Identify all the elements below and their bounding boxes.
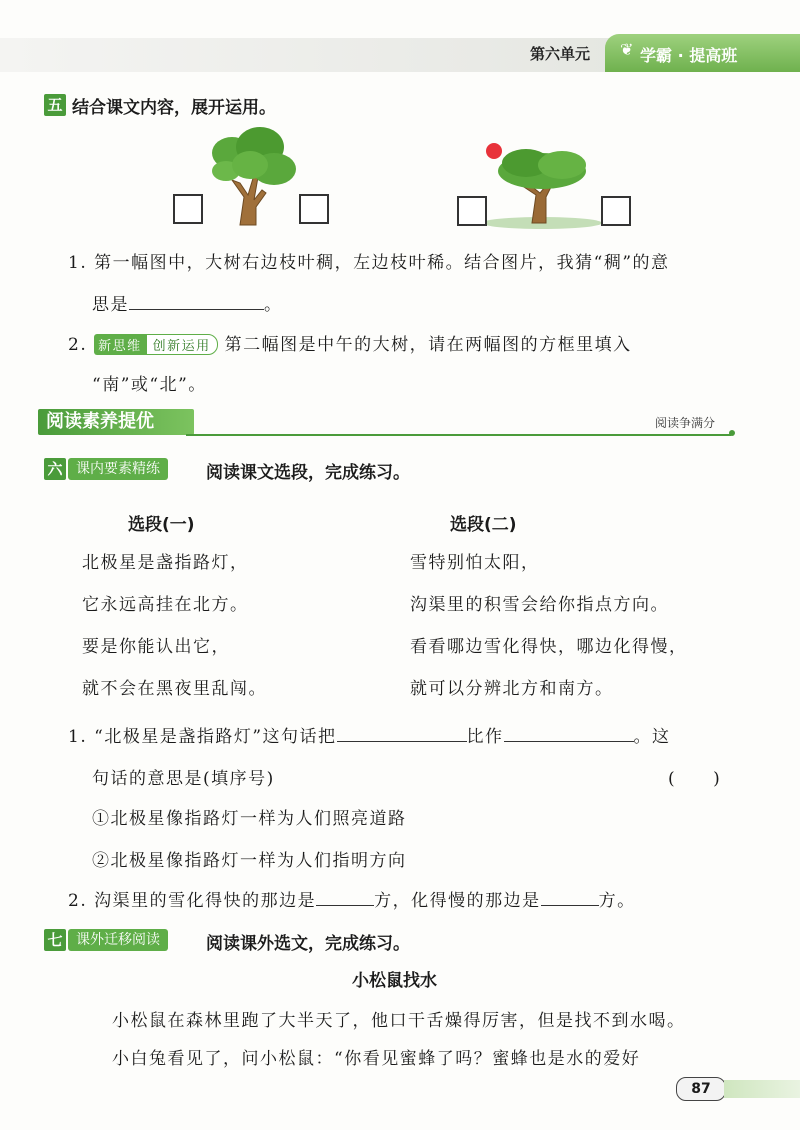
s5-q2-num: 2. [68,335,88,355]
section-7-number: 七 [44,929,66,951]
s5-q2-text: 第二幅图是中午的大树，请在两幅图的方框里填入 [224,335,632,355]
passage-1-line: 它永远高挂在北方。 [82,595,249,615]
section-6-number: 六 [44,458,66,480]
s6-q1-text-c: 。这 [633,727,671,747]
innovation-tag: 创新运用 [146,334,218,355]
section-6-title: 阅读课文选段，完成练习。 [206,463,410,483]
brand-label: 学霸 · 提高班 [640,46,738,65]
section-5-title: 结合课文内容，展开运用。 [72,98,276,118]
s6-q2-text-c: 方。 [598,891,636,911]
page-number-bar [724,1080,800,1098]
answer-blank[interactable] [504,723,634,742]
s5-q1-line1: 1. 第一幅图中，大树右边枝叶稠，左边枝叶稀。结合图片，我猜“稠”的意 [68,253,670,273]
s5-q1-end: 。 [264,295,283,315]
unit-label: 第六单元 [530,45,591,63]
section-7-tag: 课外迁移阅读 [68,929,168,951]
section-7-title: 阅读课外选文，完成练习。 [206,934,410,954]
answer-blank[interactable] [129,291,264,310]
leaf-icon: ❦ [620,40,634,59]
section-6-tag: 课内要素精练 [68,458,168,480]
s6-q1-line2: 句话的意思是(填序号) [92,769,275,789]
passage-2-line: 沟渠里的积雪会给你指点方向。 [410,595,669,615]
banner-dot [729,430,735,436]
answer-blank[interactable] [316,887,374,906]
s6-q2-text-b: 方，化得慢的那边是 [374,891,541,911]
s6-q2-line [68,886,636,911]
story-paragraph: 小松鼠在森林里跑了大半天了，他口干舌燥得厉害，但是找不到水喝。 [112,1011,686,1031]
s5-q2-line2: “南”或“北”。 [92,375,207,395]
passage-1-line: 就不会在黑夜里乱闯。 [82,679,267,699]
reading-banner: 阅读素养提优 [38,409,194,435]
answer-blank[interactable] [337,723,467,742]
s6-q1-text-a: 1. “北极星是盏指路灯”这句话把 [68,727,337,747]
passage-2-line: 雪特别怕太阳， [410,553,540,573]
passage-2-title: 选段(二) [450,515,517,535]
sun-icon [486,143,502,159]
option-2: ②北极星像指路灯一样为人们指明方向 [92,851,407,871]
section-5-number: 五 [44,94,66,116]
page-number: 87 [676,1077,726,1101]
tree2-box-left [458,197,486,225]
answer-blank[interactable] [541,887,599,906]
tree-illustration-1 [170,125,340,235]
passage-2-line: 看看哪边雪化得快，哪边化得慢， [410,637,688,657]
story-paragraph: 小白兔看见了，问小松鼠：“你看见蜜蜂了吗？蜜蜂也是水的爱好 [112,1049,641,1069]
s5-q2-line1 [68,330,632,355]
passage-1-title: 选段(一) [128,515,195,535]
answer-paren[interactable]: ( ) [668,769,722,789]
new-thinking-tag: 新思维 [94,334,146,355]
tree1-box-right [300,195,328,223]
passage-2-line: 就可以分辨北方和南方。 [410,679,614,699]
story-title: 小松鼠找水 [352,971,437,991]
s6-q1-text-b: 比作 [466,727,504,747]
passage-1-line: 北极星是盏指路灯， [82,553,249,573]
passage-1-line: 要是你能认出它， [82,637,230,657]
s6-q2-text-a: 2. 沟渠里的雪化得快的那边是 [68,891,317,911]
tree2-box-right [602,197,630,225]
banner-divider [186,434,731,436]
s5-q1-line2 [92,290,283,315]
tree1-box-left [174,195,202,223]
s6-q1-line1 [68,722,671,747]
banner-right-label: 阅读争满分 [655,416,716,430]
tree-illustration-2 [450,135,640,235]
s5-q1-text: 思是 [92,295,129,315]
option-1: ①北极星像指路灯一样为人们照亮道路 [92,809,407,829]
